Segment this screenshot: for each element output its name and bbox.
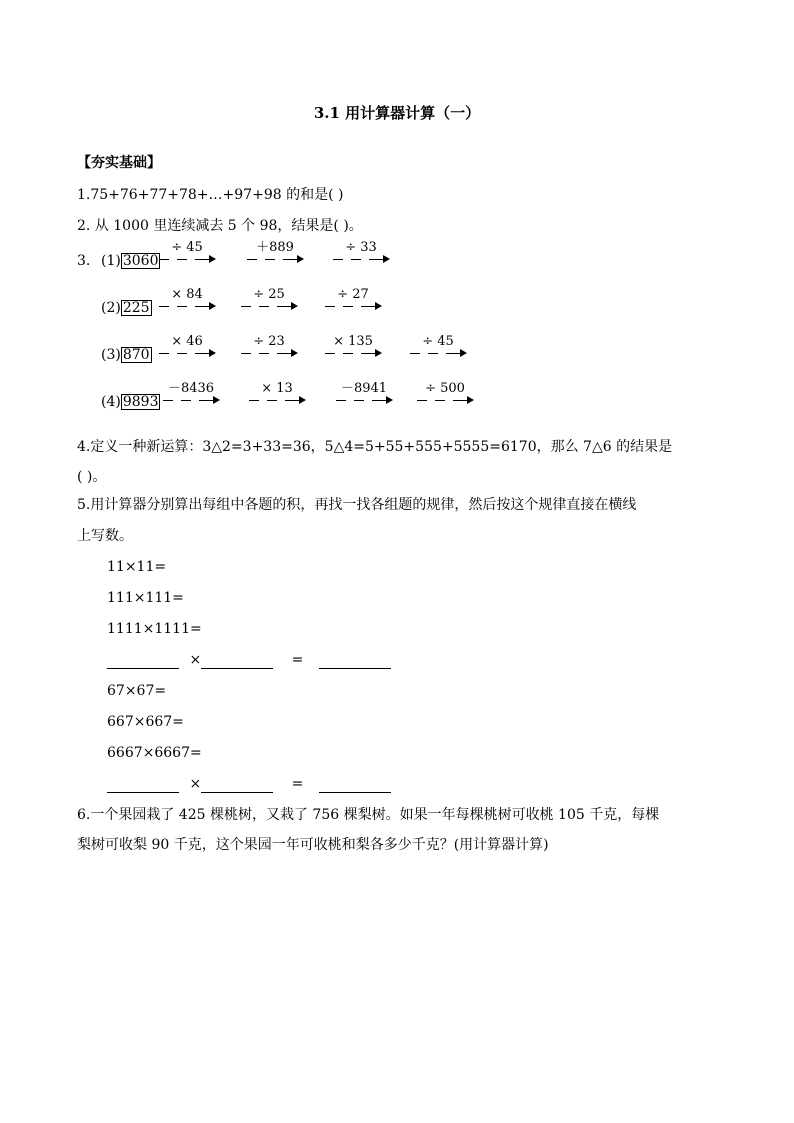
operation-step <box>241 287 297 317</box>
question-2: 2. 从 1000 里连续减去 5 个 98，结果是( )。 <box>77 218 363 234</box>
question-5-line-1: 5.用计算器分别算出每组中各题的积，再找一找各组题的规律，然后按这个规律直接在横线 <box>77 497 637 513</box>
operation-label: ＋889 <box>256 240 294 255</box>
operation-label: ÷ 25 <box>253 287 285 302</box>
arrow-icon <box>375 302 382 310</box>
q3-row-1-chain <box>159 240 419 270</box>
operation-step <box>325 334 381 364</box>
operation-label: × 135 <box>333 334 373 349</box>
arrow-icon <box>209 255 216 263</box>
q3-row-label: (1) <box>101 253 121 269</box>
q3-row-4-start <box>101 393 160 411</box>
start-number-box: 225 <box>122 300 150 316</box>
answer-blank[interactable] <box>319 778 391 793</box>
question-1: 1.75+76+77+78+…+97+98 的和是( ) <box>77 187 344 203</box>
times-sign: × <box>189 776 202 792</box>
question-6-line-1: 6.一个果园栽了 425 棵桃树，又栽了 756 棵梨树。如果一年每棵桃树可收桃 105 千克，每棵 <box>77 807 660 823</box>
answer-blank[interactable] <box>201 654 273 669</box>
operation-label: ÷ 27 <box>337 287 369 302</box>
operation-step <box>163 381 219 411</box>
q3-row-4-chain <box>163 381 483 411</box>
operation-step <box>241 334 297 364</box>
answer-blank[interactable] <box>107 654 179 669</box>
operation-step <box>159 287 215 317</box>
operation-label: × 13 <box>261 381 293 396</box>
arrow-icon <box>467 396 474 404</box>
fill-in-row-1 <box>107 651 391 669</box>
question-6-line-2: 梨树可收梨 90 千克，这个果园一年可收桃和梨各多少千克？(用计算器计算) <box>77 837 549 853</box>
equation: 667×667= <box>107 714 184 730</box>
operation-label: ÷ 45 <box>422 334 454 349</box>
q3-row-1-start <box>101 252 160 270</box>
question-5-line-2: 上写数。 <box>77 528 133 544</box>
equals-sign: = <box>291 652 304 668</box>
arrow-icon <box>209 349 216 357</box>
page-title: 3.1 用计算器计算（一） <box>313 104 481 122</box>
start-number-box: 3060 <box>122 253 159 269</box>
answer-blank[interactable] <box>201 778 273 793</box>
q3-row-3-chain <box>159 334 479 364</box>
operation-step <box>333 240 389 270</box>
operation-label: －8941 <box>340 381 388 396</box>
operation-label: －8436 <box>167 381 215 396</box>
arrow-icon <box>299 396 306 404</box>
equation: 6667×6667= <box>107 745 202 761</box>
operation-label: × 46 <box>171 334 203 349</box>
equation: 67×67= <box>107 683 167 699</box>
q3-row-3-start <box>101 346 152 364</box>
question-4-line-1: 4.定义一种新运算：3△2=3+33=36，5△4=5+55+555+5555=6170，那么 7△6 的结果是 <box>77 439 673 455</box>
arrow-icon <box>383 255 390 263</box>
times-sign: × <box>189 652 202 668</box>
question-4-line-2: ( )。 <box>77 469 107 485</box>
operation-label: ÷ 500 <box>425 381 465 396</box>
operation-step <box>247 240 303 270</box>
arrow-icon <box>297 255 304 263</box>
operation-label: ÷ 45 <box>171 240 203 255</box>
operation-label: ÷ 23 <box>253 334 285 349</box>
operation-step <box>336 381 392 411</box>
equation: 11×11= <box>107 559 167 575</box>
operation-step <box>249 381 305 411</box>
q3-row-2-start <box>101 299 152 317</box>
answer-blank[interactable] <box>319 654 391 669</box>
question-3-number: 3. <box>77 253 91 269</box>
arrow-icon <box>375 349 382 357</box>
start-number-box: 9893 <box>122 394 159 410</box>
q3-row-label: (4) <box>101 394 121 410</box>
start-number-box: 870 <box>122 347 150 363</box>
arrow-icon <box>291 349 298 357</box>
arrow-icon <box>460 349 467 357</box>
q3-row-label: (2) <box>101 300 121 316</box>
operation-step <box>159 334 215 364</box>
section-heading: 【夯实基础】 <box>77 155 161 171</box>
equation: 111×111= <box>107 590 184 606</box>
q3-row-label: (3) <box>101 347 121 363</box>
answer-blank[interactable] <box>107 778 179 793</box>
equation: 1111×1111= <box>107 621 202 637</box>
operation-step <box>417 381 473 411</box>
fill-in-row-2 <box>107 775 391 793</box>
arrow-icon <box>213 396 220 404</box>
arrow-icon <box>386 396 393 404</box>
operation-label: × 84 <box>171 287 203 302</box>
q3-row-2-chain <box>159 287 419 317</box>
equals-sign: = <box>291 776 304 792</box>
operation-step <box>410 334 466 364</box>
arrow-icon <box>209 302 216 310</box>
arrow-icon <box>291 302 298 310</box>
operation-label: ÷ 33 <box>345 240 377 255</box>
operation-step <box>159 240 215 270</box>
operation-step <box>325 287 381 317</box>
